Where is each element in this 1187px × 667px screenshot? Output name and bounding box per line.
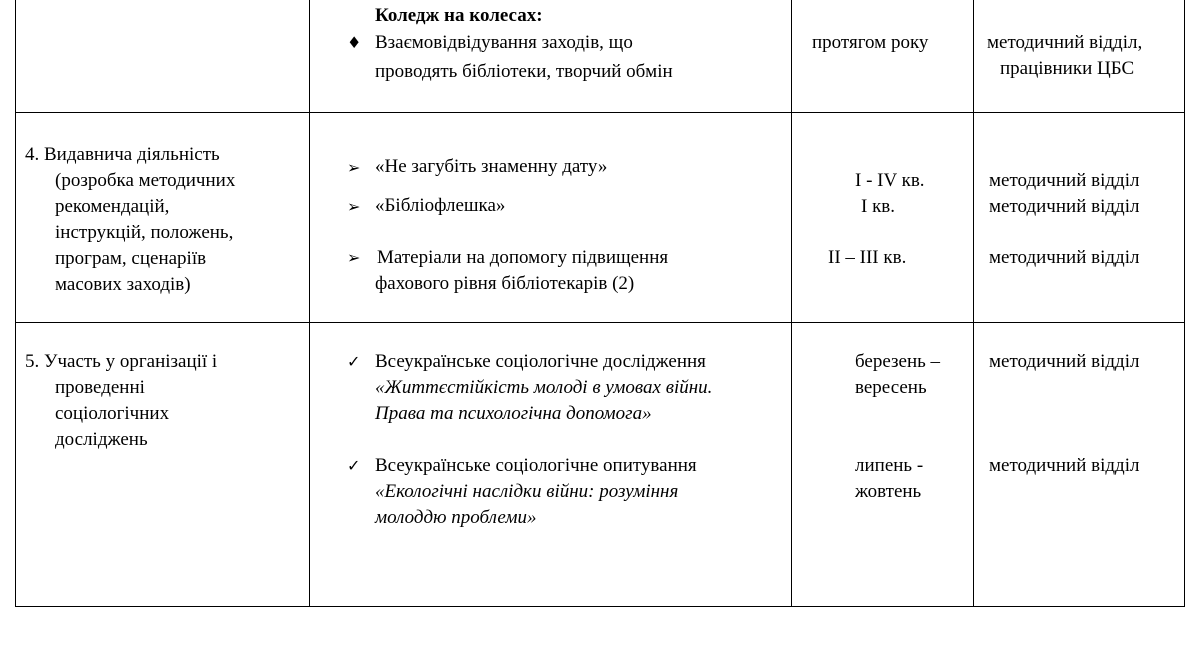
section-title: соціологічних — [55, 403, 170, 424]
responsible-text: методичний відділ — [989, 170, 1140, 191]
arrowhead-bullet-icon: ➢ — [347, 158, 361, 177]
activity-text: Взаємовідвідування заходів, що — [375, 32, 633, 53]
term-text: березень – — [855, 351, 941, 372]
activity-text: проводять бібліотеки, творчий обмін — [375, 61, 673, 82]
column-divider — [791, 0, 792, 606]
checkmark-bullet-icon: ✓ — [347, 352, 361, 371]
term-text: липень - — [855, 455, 924, 476]
section-title: (розробка методичних — [55, 170, 236, 191]
section-title: 5. Участь у організації і — [25, 351, 218, 372]
activity-text: Всеукраїнське соціологічне опитування — [375, 455, 697, 476]
activity-text: фахового рівня бібліотекарів (2) — [375, 273, 635, 294]
section-title: 4. Видавнича діяльність — [25, 144, 220, 165]
activity-text: «Не загубіть знаменну дату» — [375, 156, 608, 177]
activity-text: Матеріали на допомогу підвищення — [377, 247, 669, 268]
section-title: інструкцій, положень, — [55, 222, 234, 243]
row-divider — [16, 322, 1184, 323]
checkmark-bullet-icon: ✓ — [347, 456, 361, 475]
activity-text: Всеукраїнське соціологічне дослідження — [375, 351, 706, 372]
responsible-text: методичний відділ — [989, 455, 1140, 476]
section-title: рекомендацій, — [55, 196, 170, 217]
activity-title: молоддю проблеми» — [375, 507, 537, 528]
activity-title: «Життєстійкість молоді в умовах війни. — [375, 377, 713, 398]
term-text: вересень — [855, 377, 927, 398]
term-text: II – III кв. — [828, 247, 907, 268]
term-text: протягом року — [812, 32, 929, 53]
term-text: I - IV кв. — [855, 170, 925, 191]
plan-table — [15, 0, 1185, 607]
row-divider — [16, 112, 1184, 113]
arrowhead-bullet-icon: ➢ — [347, 248, 361, 267]
arrowhead-bullet-icon: ➢ — [347, 197, 361, 216]
column-divider — [973, 0, 974, 606]
responsible-text: методичний відділ — [989, 196, 1140, 217]
term-text: I кв. — [861, 196, 896, 217]
diamond-bullet-icon: ♦ — [347, 33, 362, 52]
section-heading: Коледж на колесах: — [375, 5, 543, 26]
term-text: жовтень — [855, 481, 922, 502]
activity-text: «Бібліофлешка» — [375, 195, 506, 216]
responsible-text: методичний відділ — [989, 247, 1140, 268]
column-divider — [309, 0, 310, 606]
section-title: програм, сценаріїв — [55, 248, 207, 269]
section-title: досліджень — [55, 429, 148, 450]
responsible-text: методичний відділ — [989, 351, 1140, 372]
section-title: проведенні — [55, 377, 145, 398]
responsible-text: працівники ЦБС — [1000, 58, 1135, 79]
activity-title: Права та психологічна допомога» — [375, 403, 652, 424]
activity-title: «Екологічні наслідки війни: розуміння — [375, 481, 679, 502]
responsible-text: методичний відділ, — [987, 32, 1143, 53]
section-title: масових заходів) — [55, 274, 191, 295]
